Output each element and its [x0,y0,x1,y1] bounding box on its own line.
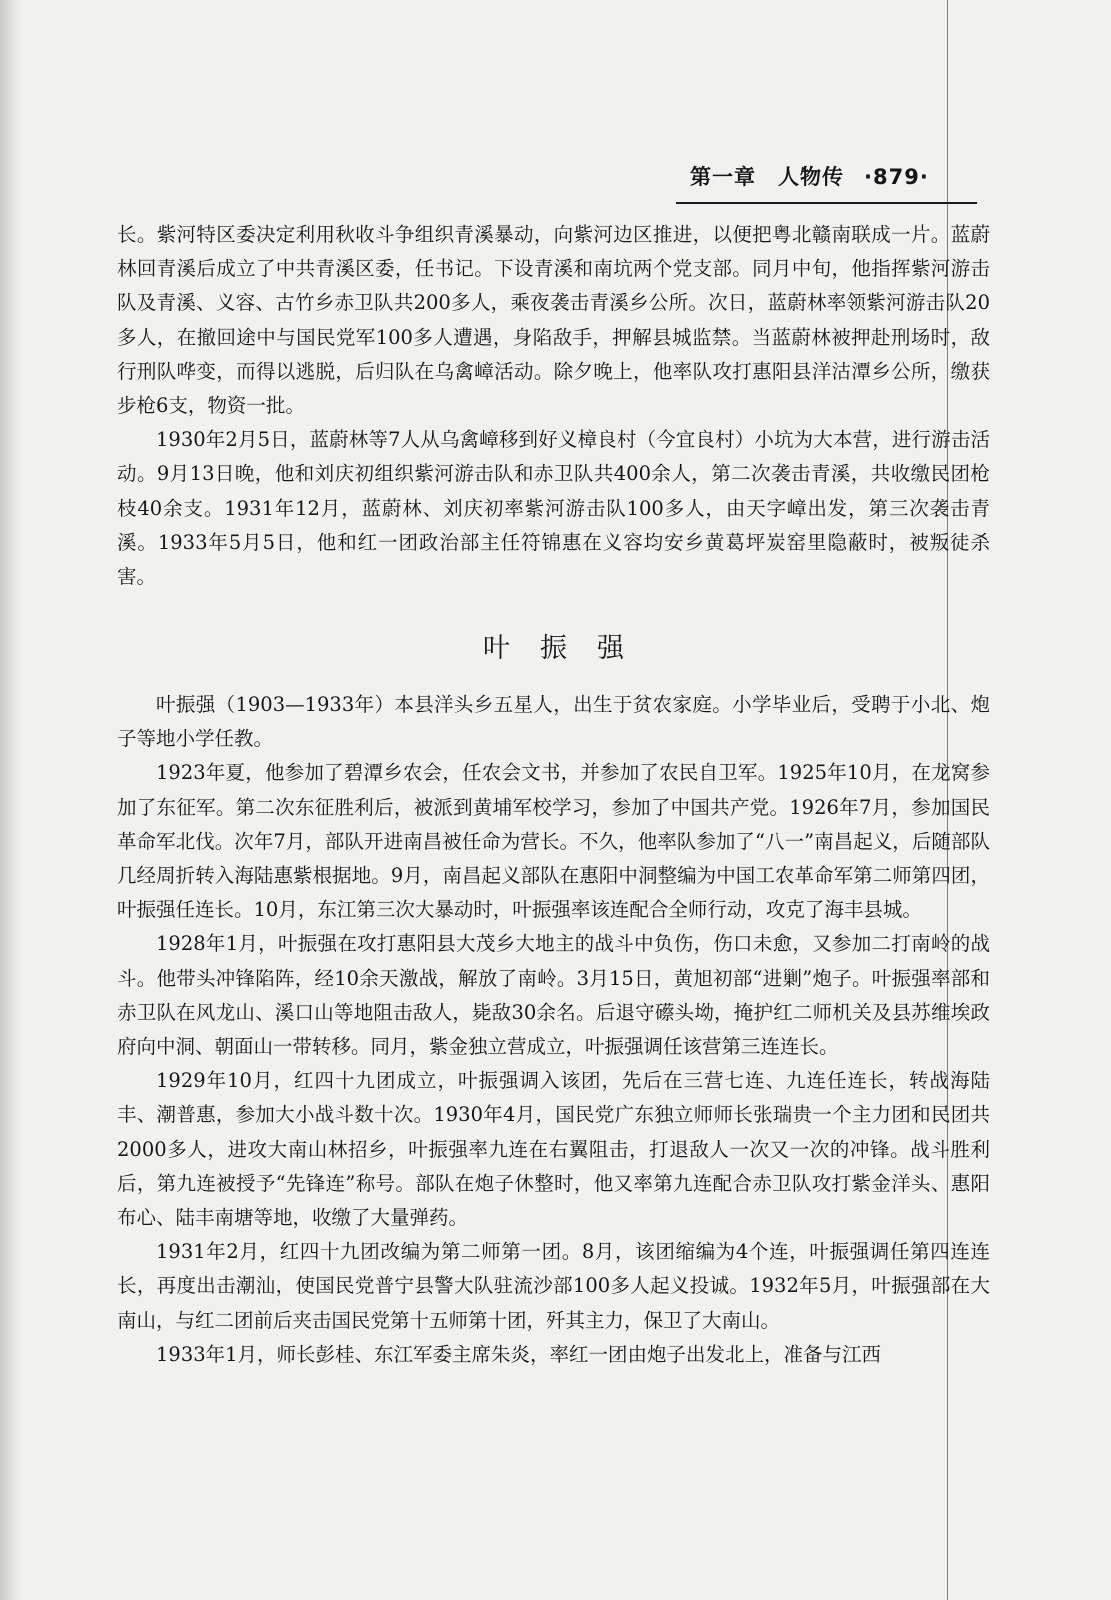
paragraph: 叶振强（1903—1933年）本县洋头乡五星人，出生于贫农家庭。小学毕业后，受聘于小北、炮子等地小学任教。 [117,693,990,751]
page-number: ·879· [864,165,929,189]
chapter-label: 第一章 [690,165,756,189]
biography-text-ye-zhenqiang [117,688,990,1372]
paragraph: 1930年2月5日，蓝蔚林等7人从乌禽嶂移到好义樟良村（今宜良村）小坑为大本营，进行游击活动。9月13日晚，他和刘庆初组织紫河游击队和赤卫队共400余人，第二次袭击青溪，共收缴民团枪枝40余支。1931年12月，蓝蔚林、刘庆初率紫河游击队100多人，由天字嶂出发，第三次袭击青溪。1933年5月5日，他和红一团政治部主任符锦惠在义容均安乡黄葛坪炭窑里隐蔽时，被叛徒杀害。 [117,428,990,589]
paragraph: 1931年2月，红四十九团改编为第二师第一团。8月，该团缩编为4个连，叶振强调任第四连连长，再度出击潮汕，使国民党普宁县警大队驻流沙部100多人起义投诚。1932年5月，叶振强部在大南山，与红二团前后夹击国民党第十五师第十团，歼其主力，保卫了大南山。 [117,1240,990,1332]
paragraph: 1923年夏，他参加了碧潭乡农会，任农会文书，并参加了农民自卫军。1925年10月，在龙窝参加了东征军。第二次东征胜利后，被派到黄埔军校学习，参加了中国共产党。1926年7月，参加国民革命军北伐。次年7月，部队开进南昌被任命为营长。不久，他率队参加了“八一”南昌起义，后随部队几经周折转入海陆惠紫根据地。9月，南昌起义部队在惠阳中洞整编为中国工农革命军第二师第四团，叶振强任连长。10月，东江第三次大暴动时，叶振强率该连配合全师行动，攻克了海丰县城。 [117,761,990,922]
paragraph: 长。紫河特区委决定利用秋收斗争组织青溪暴动，向紫河边区推进，以便把粤北赣南联成一片。蓝蔚林回青溪后成立了中共青溪区委，任书记。下设青溪和南坑两个党支部。同月中旬，他指挥紫河游击队及青溪、义容、古竹乡赤卫队共200多人，乘夜袭击青溪乡公所。次日，蓝蔚林率领紫河游击队20多人，在撤回途中与国民党军100多人遭遇，身陷敌手，押解县城监禁。当蓝蔚林被押赴刑场时，敌行刑队哗变，而得以逃脱，后归队在乌禽嶂活动。除夕晚上，他率队攻打惠阳县洋沽潭乡公所，缴获步枪6支，物资一批。 [117,223,990,418]
section-label: 人物传 [778,165,844,189]
paragraph: 1928年1月，叶振强在攻打惠阳县大茂乡大地主的战斗中负伤，伤口未愈，又参加二打南岭的战斗。他带头冲锋陷阵，经10余天激战，解放了南岭。3月15日，黄旭初部“进剿”炮子。叶振强率部和赤卫队在风龙山、溪口山等地阻击敌人，毙敌30余名。后退守礤头坳，掩护红二师机关及县苏维埃政府向中洞、朝面山一带转移。同月，紫金独立营成立，叶振强调任该营第三连连长。 [117,932,990,1059]
continued-biography-text [117,218,990,594]
section-title: 叶振强 [483,633,654,664]
header-rule [676,202,977,204]
running-header [690,161,929,191]
book-spine-shadow [0,0,22,1600]
paragraph: 1929年10月，红四十九团成立，叶振强调入该团，先后在三营七连、九连任连长，转战海陆丰、潮普惠，参加大小战斗数十次。1930年4月，国民党广东独立师师长张瑞贵一个主力团和民团共2000多人，进攻大南山林招乡，叶振强率九连在右翼阻击，打退敌人一次又一次的冲锋。战斗胜利后，第九连被授予“先锋连”称号。部队在炮子休整时，他又率第九连配合赤卫队攻打紫金洋头、惠阳布心、陆丰南塘等地，收缴了大量弹药。 [117,1069,990,1230]
paragraph: 1933年1月，师长彭桂、东江军委主席朱炎，率红一团由炮子出发北上，准备与江西 [156,1342,882,1366]
